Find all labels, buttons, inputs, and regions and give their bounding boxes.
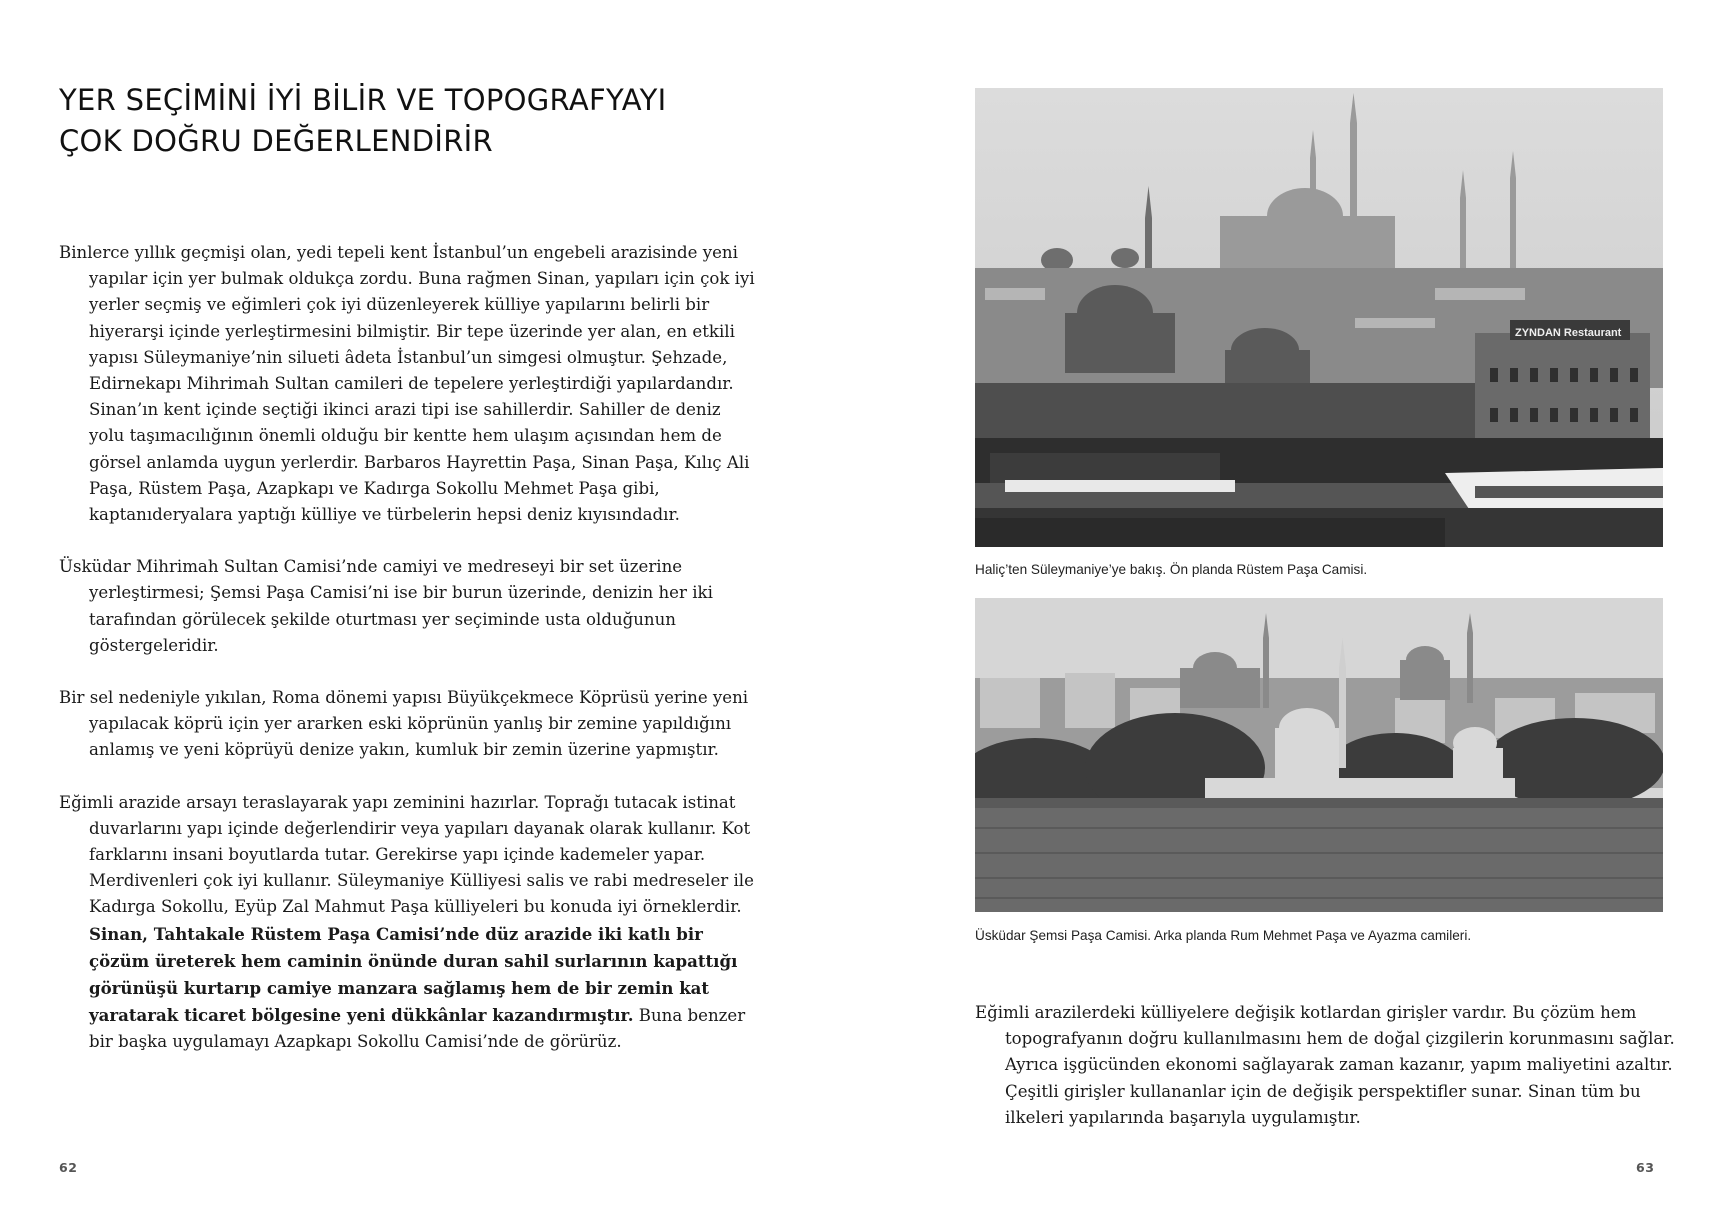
right-paragraph-1: Eğimli arazilerdeki külliyelere değişik kotlardan girişler vardır. Bu çözüm hem topografyanın doğru kullanılmasını hem de doğal çizgilerin korunmasını sağlar. Ayrıca işgücünden ekonomi sağlayarak zaman kazanır, yapım maliyetini azaltır. Çeşitli girişler kullananlar için de değişik perspektifler sunar. Sinan tüm bu ilkeleri yapılarında başarıyla uygulamıştır. <box>975 1003 1675 1127</box>
paragraph-4-intro: Eğimli arazide arsayı teraslayarak yapı zeminini hazırlar. Toprağı tutacak istinat duvarlarını yapı içinde değerlendirir veya yapıları dayanak olarak kullanır. Kot farklarını insani boyutlarda tutar. Gerekirse yapı içinde kademeler yapar. Merdivenleri çok iyi kullanır. Süleymaniye Külliyesi salis ve rabi medreseler ile Kadırga Sokollu, Eyüp Zal Mahmut Paşa külliyeleri bu konuda iyi örneklerdir. <box>59 792 754 917</box>
uskudar-shoreline-image <box>975 598 1663 912</box>
semsi-pasa-photo <box>975 598 1663 912</box>
right-page <box>856 0 1713 1211</box>
suleymaniye-photo <box>975 88 1663 547</box>
paragraph-4-bold: Sinan, Tahtakale Rüstem Paşa Camisi’nde düz arazide iki katlı bir çözüm üreterek hem caminin önünde duran sahil surlarının kapattığı görünüşü kurtarıp camiye manzara sağlamış hem de bir zemin kat yaratarak ticaret bölgesine yeni dükkânlar kazandırmıştır. <box>89 923 738 1026</box>
left-body-text <box>59 240 759 1056</box>
paragraph-1: Binlerce yıllık geçmişi olan, yedi tepeli kent İstanbul’un engebeli arazisinde yeni yapılar için yer bulmak oldukça zordu. Buna rağmen Sinan, yapıları için çok iyi yerler seçmiş ve eğimleri çok iyi düzenleyerek külliye yapılarını belirli bir hiyerarşi içinde yerleştirmesini bilmiştir. Bir tepe üzerinde yer alan, en etkili yapısı Süleymaniye’nin silueti âdeta İstanbul’un simgesi olmuştur. Şehzade, Edirnekapı Mihrimah Sultan camileri de tepelere yerleştirdiği yapılardandır. Sinan’ın kent içinde seçtiği ikinci arazi tipi ise sahillerdir. Sahiller de deniz yolu taşımacılığının önemli olduğu bir kentte hem ulaşım açısından hem de görsel anlamda uygun yerlerdir. Barbaros Hayrettin Paşa, Sinan Paşa, Kılıç Ali Paşa, Rüstem Paşa, Azapkapı ve Kadırga Sokollu Mehmet Paşa gibi, kaptanıderyalara yaptığı külliye ve türbelerin hepsi deniz kıyısındadır. <box>59 243 755 525</box>
left-page <box>0 0 856 1211</box>
paragraph-4-outro: Buna benzer bir başka uygulamayı Azapkapı Sokollu Camisi’nde de görürüz. <box>89 1006 746 1052</box>
suleymaniye-skyline-image <box>975 88 1663 547</box>
photo-1-caption: Haliç’ten Süleymaniye’ye bakış. Ön planda Rüstem Paşa Camisi. <box>975 562 1368 577</box>
photo-2-caption: Üsküdar Şemsi Paşa Camisi. Arka planda Rum Mehmet Paşa ve Ayazma camileri. <box>975 928 1472 943</box>
title-line-2: ÇOK DOĞRU DEĞERLENDİRİR <box>59 124 493 158</box>
paragraph-2: Üsküdar Mihrimah Sultan Camisi’nde camiyi ve medreseyi bir set üzerine yerleştirmesi; Şemsi Paşa Camisi’ni ise bir burun üzerinde, denizin her iki tarafından görülecek şekilde oturtması yer seçiminde usta olduğunun göstergeleridir. <box>59 557 713 655</box>
title-line-1: YER SEÇİMİNİ İYİ BİLİR VE TOPOGRAFYAYI <box>59 83 667 117</box>
restaurant-sign: ZYNDAN Restaurant <box>1515 327 1622 339</box>
paragraph-3: Bir sel nedeniyle yıkılan, Roma dönemi yapısı Büyükçekmece Köprüsü yerine yeni yapılacak köprü için yer ararken eski köprünün yanlış bir zemine yapıldığını anlamış ve yeni köprüyü denize yakın, kumluk bir zemin üzerine yapmıştır. <box>59 688 749 760</box>
page-number-left: 62 <box>59 1160 78 1175</box>
paragraph-4 <box>59 790 759 1056</box>
right-body-text <box>975 1000 1675 1131</box>
page-number-right: 63 <box>1636 1160 1655 1175</box>
page-title <box>59 80 779 162</box>
